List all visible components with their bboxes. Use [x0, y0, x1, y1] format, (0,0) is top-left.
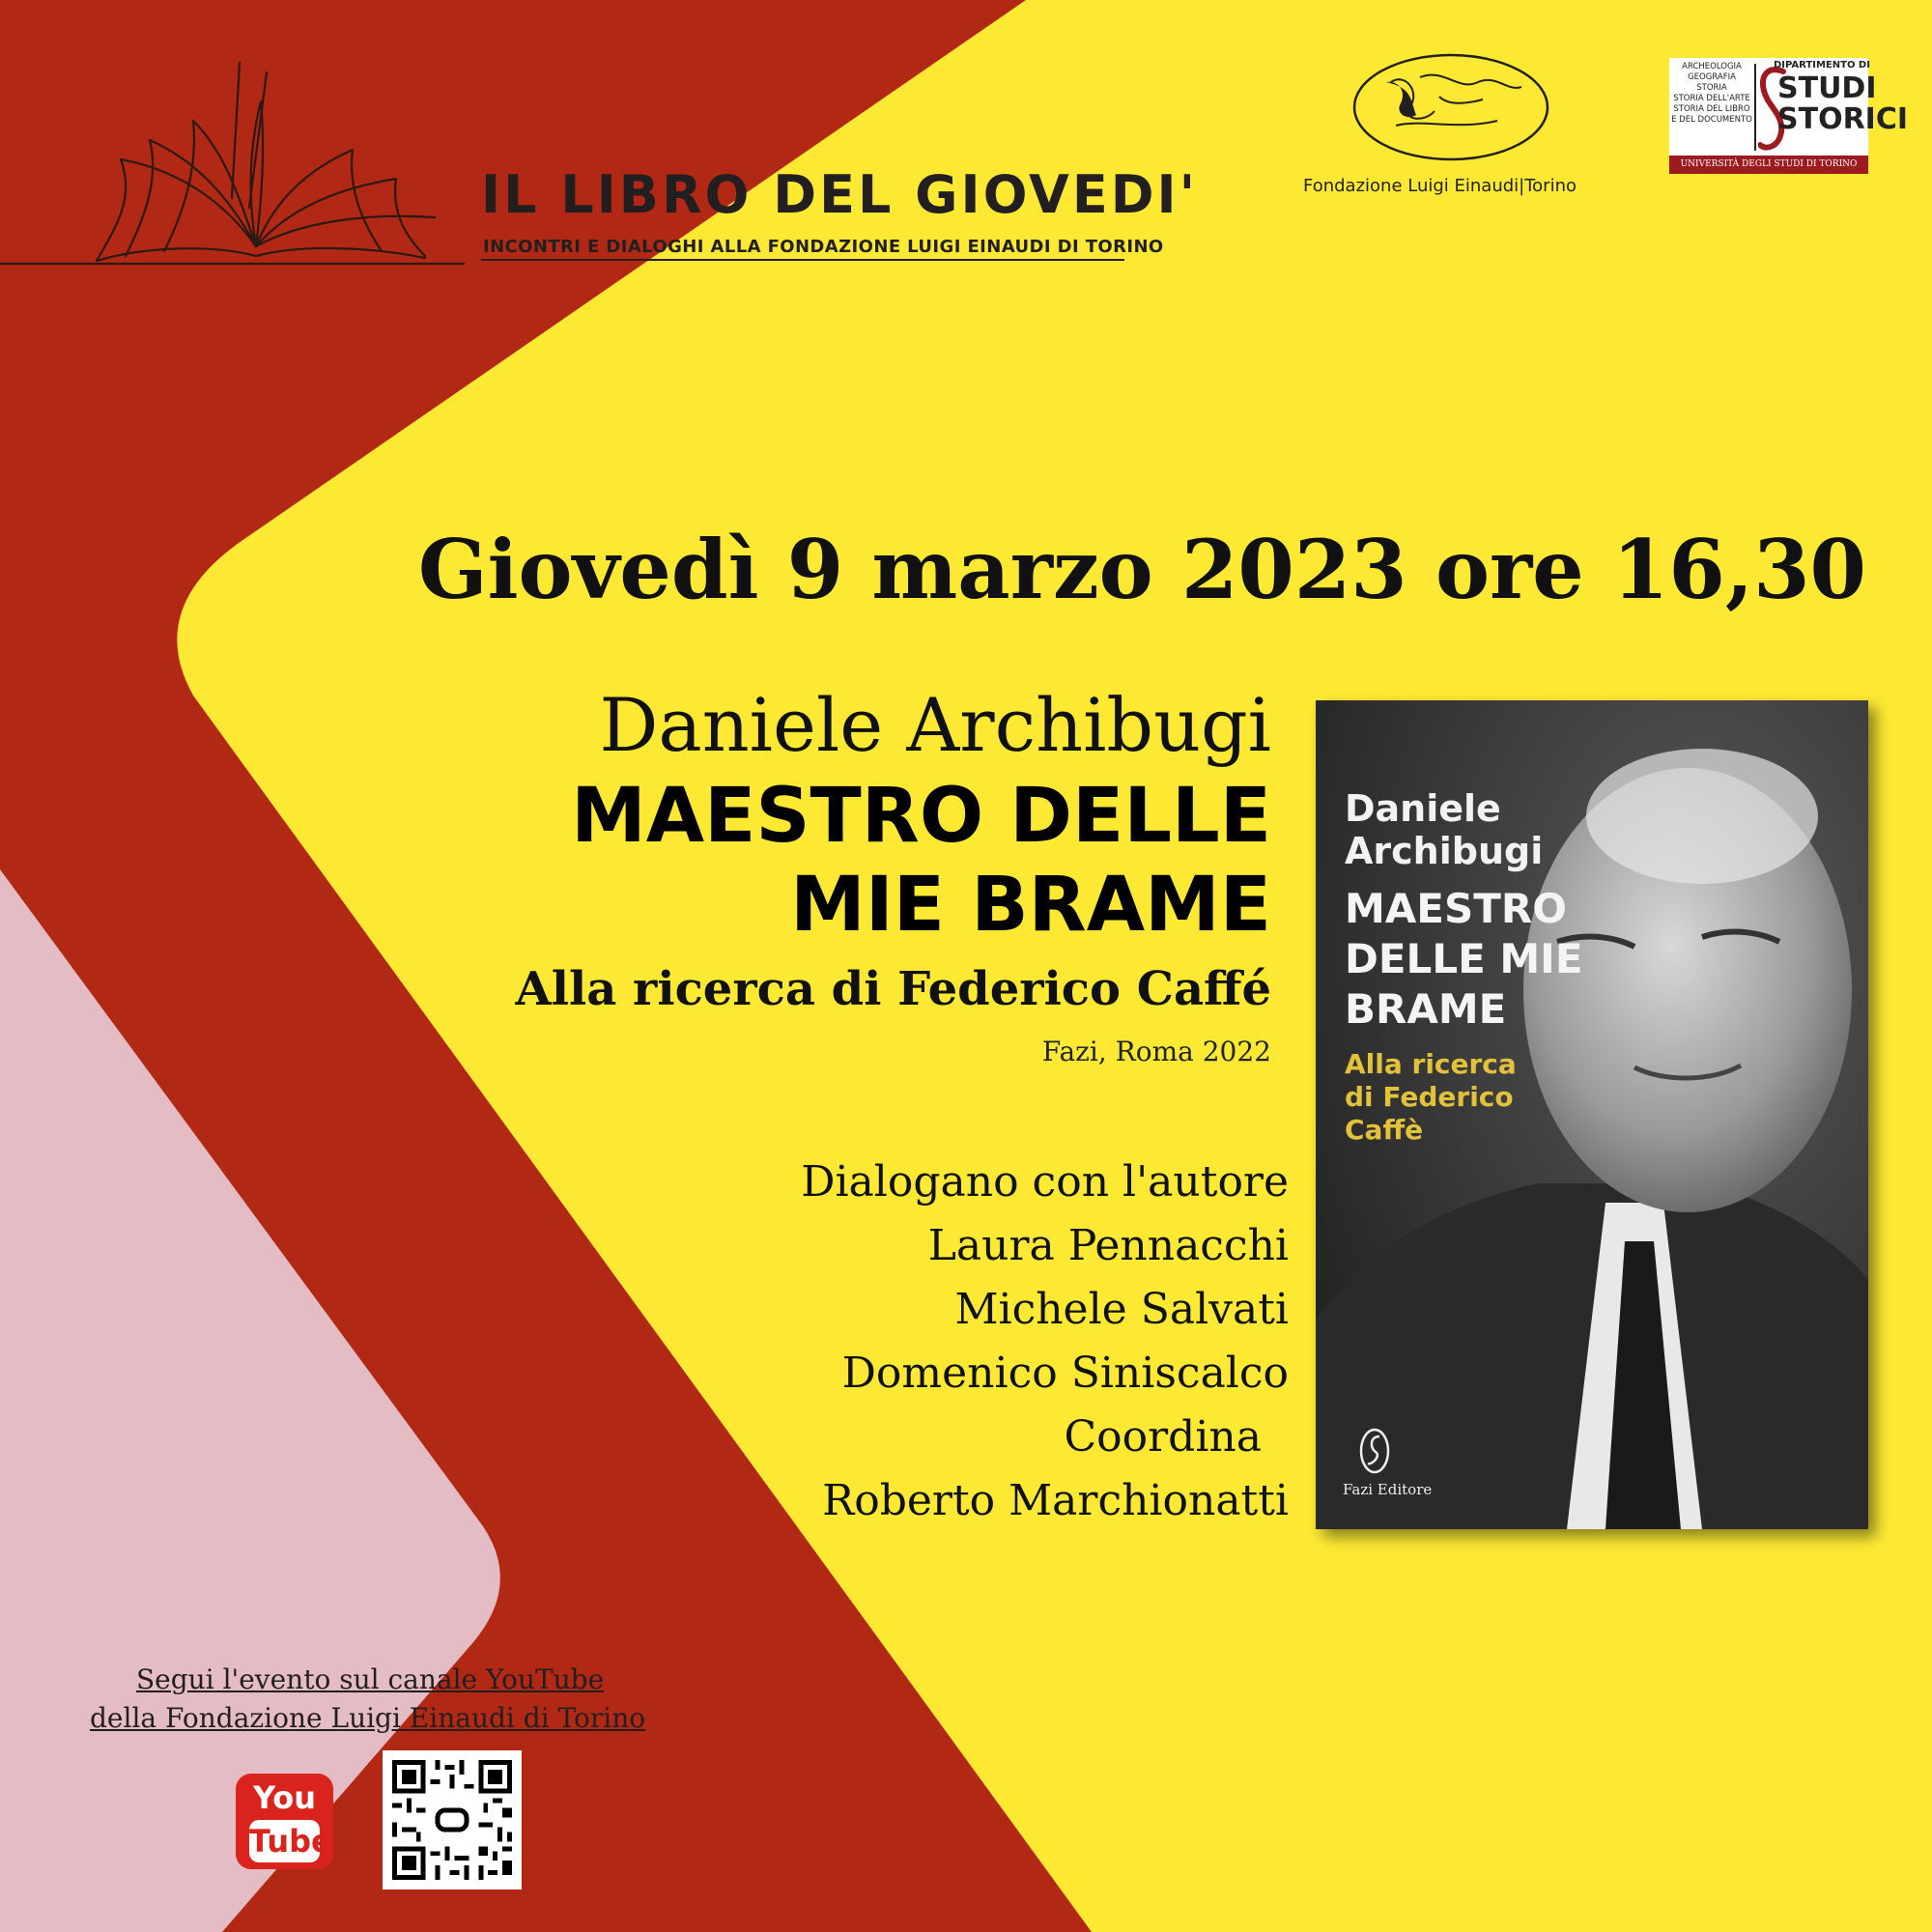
book-author: Daniele Archibugi	[599, 682, 1271, 768]
qr-code-pattern	[383, 1750, 522, 1889]
discipline-label: E DEL DOCUMENTO	[1671, 115, 1752, 125]
speaker-name: Laura Pennacchi	[927, 1221, 1289, 1270]
coordinator-label: Coordina	[1064, 1412, 1262, 1462]
cover-subtitle-line: di Federico Caffè	[1345, 1081, 1514, 1146]
cover-author-line: Archibugi	[1345, 830, 1544, 872]
publisher-logo-icon	[1358, 1427, 1391, 1475]
cover-title-line: BRAME	[1345, 985, 1507, 1033]
qr-code-icon[interactable]	[383, 1750, 522, 1889]
youtube-icon[interactable]	[236, 1774, 333, 1869]
dialogue-intro: Dialogano con l'autore	[801, 1157, 1289, 1207]
fondazione-logo-icon	[1352, 53, 1549, 161]
discipline-label: STORIA DEL LIBRO	[1673, 104, 1750, 114]
cover-publisher: Fazi Editore	[1343, 1481, 1433, 1498]
coordinator-name: Roberto Marchionatti	[822, 1476, 1289, 1525]
discipline-label: ARCHEOLOGIA	[1682, 62, 1742, 71]
department-name-line: STORICI	[1777, 102, 1909, 136]
cover-title-line: MAESTRO	[1345, 885, 1567, 932]
event-date: Giovedì 9 marzo 2023 ore 16,30	[417, 522, 1866, 617]
discipline-label: STORIA DELL'ARTE	[1673, 94, 1750, 103]
speaker-name: Domenico Siniscalco	[841, 1349, 1289, 1398]
cover-subtitle-line: Alla ricerca	[1345, 1048, 1517, 1080]
department-name-line: STUDI	[1777, 71, 1877, 105]
cover-title-line: DELLE MIE	[1345, 935, 1583, 982]
fondazione-caption: Fondazione Luigi Einaudi|Torino	[1303, 176, 1577, 196]
book-cover	[1316, 700, 1868, 1529]
department-disciplines	[1671, 62, 1752, 126]
book-title-line-1: MAESTRO DELLE	[571, 773, 1271, 860]
book-publisher: Fazi, Roma 2022	[1041, 1036, 1271, 1067]
series-underline	[481, 259, 1124, 261]
cover-subtitle	[1345, 1048, 1596, 1147]
cover-author	[1345, 787, 1577, 872]
department-name	[1777, 73, 1908, 135]
youtube-cta-line-1[interactable]: Segui l'evento sul canale YouTube	[136, 1663, 605, 1695]
youtube-icon-tube: Tube	[249, 1820, 320, 1862]
youtube-cta-line-2[interactable]: della Fondazione Luigi Einaudi di Torino	[90, 1702, 646, 1734]
book-subtitle: Alla ricerca di Federico Caffé	[515, 962, 1271, 1016]
department-logo	[1669, 58, 1909, 174]
youtube-icon-you: You	[253, 1779, 316, 1816]
discipline-label: STORIA	[1696, 83, 1727, 93]
series-title: IL LIBRO DEL GIOVEDI'	[481, 164, 1199, 225]
cover-author-line: Daniele	[1345, 787, 1501, 830]
open-book-icon	[0, 53, 483, 275]
department-divider	[1754, 64, 1756, 151]
speaker-name: Michele Salvati	[954, 1285, 1289, 1334]
cover-title	[1345, 884, 1586, 1035]
department-heading: DIPARTIMENTO DI	[1774, 60, 1870, 71]
series-subtitle: INCONTRI E DIALOGHI ALLA FONDAZIONE LUIGI EINAUDI DI TORINO	[483, 237, 1164, 257]
discipline-label: GEOGRAFIA	[1688, 72, 1736, 82]
book-title-line-2: MIE BRAME	[790, 862, 1271, 949]
university-bar: UNIVERSITÀ DEGLI STUDI DI TORINO	[1669, 156, 1868, 174]
